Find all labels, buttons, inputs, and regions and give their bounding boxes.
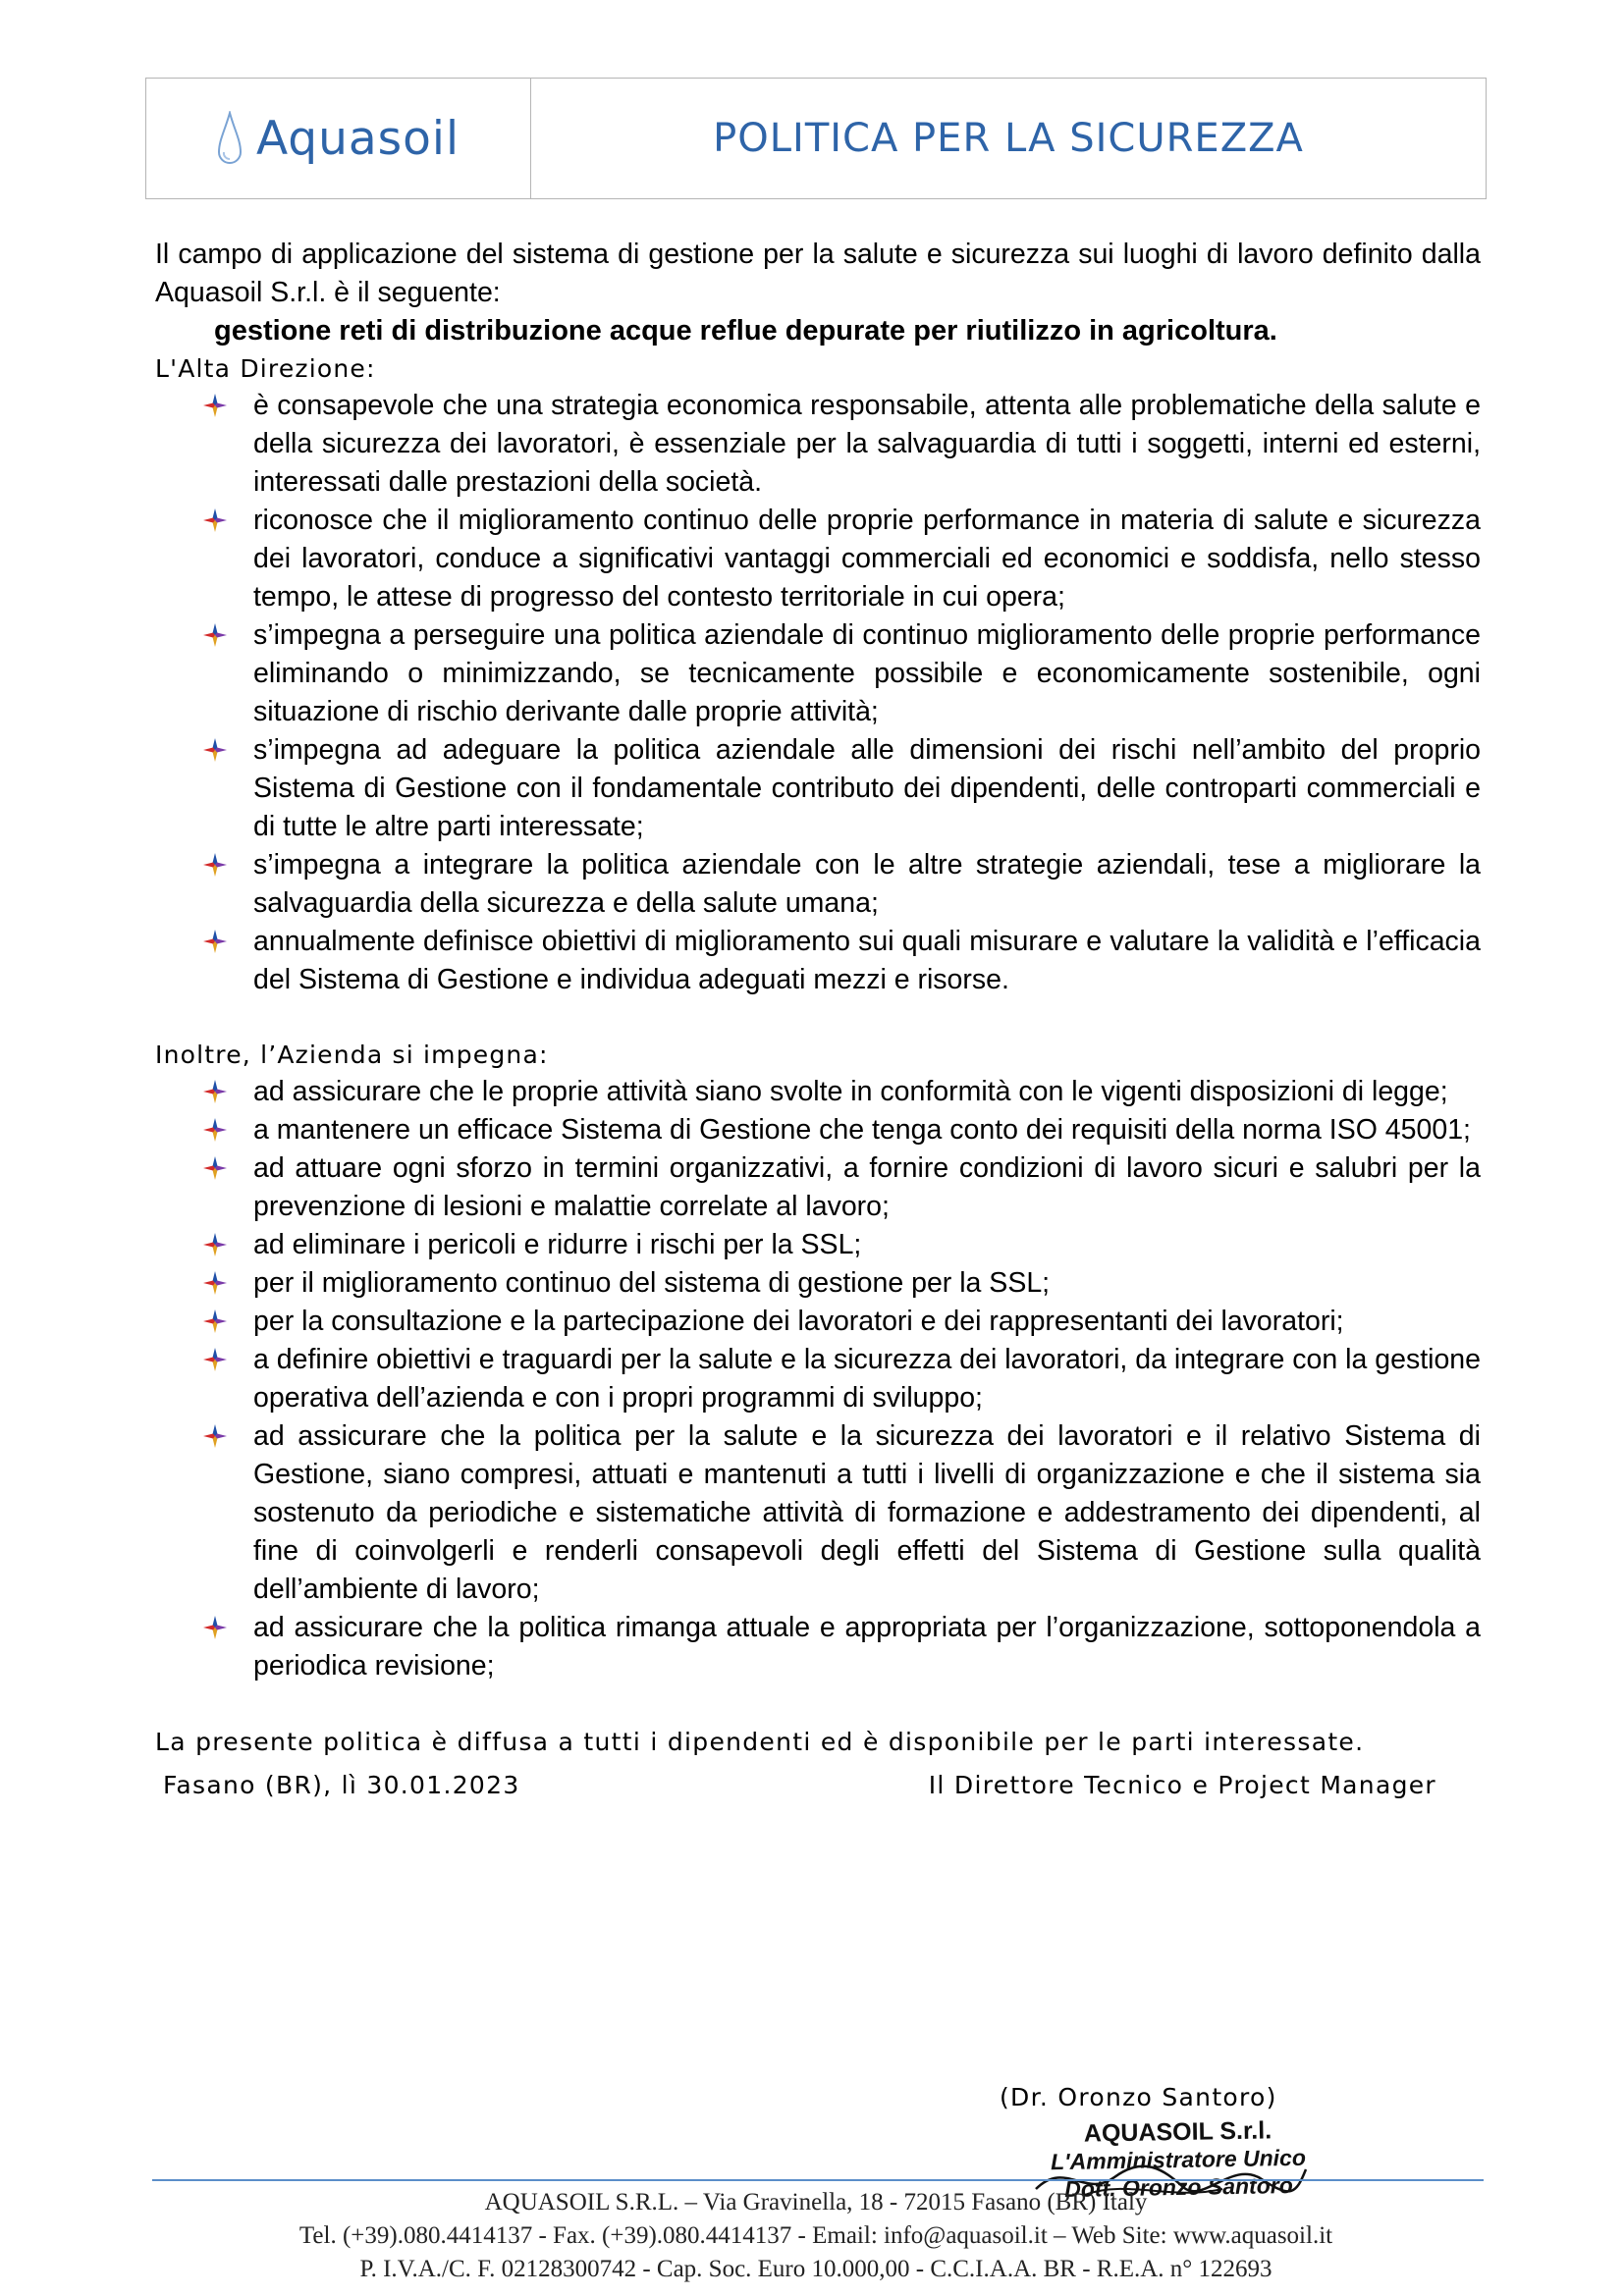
four-point-star-bullet-icon xyxy=(202,507,228,533)
four-point-star-bullet-icon xyxy=(202,1270,228,1296)
footer-registry: P. I.V.A./C. F. 02128300742 - Cap. Soc. Euro 10.000,00 - C.C.I.A.A. BR - R.E.A. n° 122693 xyxy=(359,2256,1272,2282)
list-item: è consapevole che una strategia economica responsabile, attenta alle problematiche della salute e della sicurezza dei lavoratori, è essenziale per la salvaguardia di tutti i soggetti, interni ed esterni, interessati dalle prestazioni della società. xyxy=(253,387,1481,502)
logo-text: Aquasoil xyxy=(255,111,460,166)
four-point-star-bullet-icon xyxy=(202,1615,228,1640)
list-item: ad assicurare che la politica rimanga attuale e appropriata per l’organizzazione, sottoponendola a periodica revisione; xyxy=(253,1609,1481,1685)
document-footer xyxy=(145,2186,1487,2286)
list-item: s’impegna a integrare la politica aziendale con le altre strategie aziendali, tese a migliorare la salvaguardia della sicurezza e della salute umana; xyxy=(253,846,1481,923)
four-point-star-bullet-icon xyxy=(202,1423,228,1449)
list-item: per il miglioramento continuo del sistema di gestione per la SSL; xyxy=(253,1264,1481,1303)
alta-direzione-list xyxy=(155,387,1481,999)
list-item: riconosce che il miglioramento continuo delle proprie performance in materia di salute e sicurezza dei lavoratori, conduce a significativi vantaggi commerciali ed economici e soddisfa, nello stesso tempo, le attese di progresso del contesto territoriale in cui opera; xyxy=(253,502,1481,616)
signer-role: Il Direttore Tecnico e Project Manager xyxy=(928,1771,1436,1799)
four-point-star-bullet-icon xyxy=(202,1117,228,1143)
signer-name: (Dr. Oronzo Santoro) xyxy=(1000,2083,1277,2111)
four-point-star-bullet-icon xyxy=(202,1308,228,1334)
logo-cell xyxy=(146,79,531,198)
intro-paragraph: Il campo di applicazione del sistema di gestione per la salute e sicurezza sui luoghi di lavoro definito dalla Aquasoil S.r.l. è il seguente: xyxy=(155,239,1481,308)
list-item: ad attuare ogni sforzo in termini organizzativi, a fornire condizioni di lavoro sicuri e salubri per la prevenzione di lesioni e malattie correlate al lavoro; xyxy=(253,1149,1481,1226)
footer-contacts: Tel. (+39).080.4414137 - Fax. (+39).080.4414137 - Email: info@aquasoil.it – Web Site: www.aquasoil.it xyxy=(298,2222,1333,2249)
azienda-heading: Inoltre, l’Azienda si impegna: xyxy=(155,1041,549,1069)
four-point-star-bullet-icon xyxy=(202,1079,228,1104)
four-point-star-bullet-icon xyxy=(202,1155,228,1181)
alta-direzione-heading: L'Alta Direzione: xyxy=(155,354,376,383)
list-item: per la consultazione e la partecipazione dei lavoratori e dei rappresentanti dei lavoratori; xyxy=(253,1303,1481,1341)
stamp-name: Dott. Oronzo Santoro xyxy=(1064,2171,1293,2203)
list-item: annualmente definisce obiettivi di miglioramento sui quali misurare e valutare la validità e l’efficacia del Sistema di Gestione e individua adeguati mezzi e risorse. xyxy=(253,923,1481,999)
list-item: ad assicurare che le proprie attività siano svolte in conformità con le vigenti disposizioni di legge; xyxy=(253,1073,1481,1111)
four-point-star-bullet-icon xyxy=(202,737,228,763)
water-drop-icon xyxy=(217,111,243,166)
scope-statement: gestione reti di distribuzione acque reflue depurate per riutilizzo in agricoltura. xyxy=(214,315,1277,347)
four-point-star-bullet-icon xyxy=(202,393,228,418)
four-point-star-bullet-icon xyxy=(202,929,228,954)
footer-divider xyxy=(152,2179,1484,2181)
page-title: POLITICA PER LA SICUREZZA xyxy=(713,116,1304,161)
footer-address: AQUASOIL S.R.L. – Via Gravinella, 18 - 72015 Fasano (BR) Italy xyxy=(484,2189,1148,2216)
list-item: ad eliminare i pericoli e ridurre i rischi per la SSL; xyxy=(253,1226,1481,1264)
four-point-star-bullet-icon xyxy=(202,622,228,648)
list-item: a mantenere un efficace Sistema di Gestione che tenga conto dei requisiti della norma ISO 45001; xyxy=(253,1111,1481,1149)
four-point-star-bullet-icon xyxy=(202,852,228,878)
list-item: s’impegna a perseguire una politica aziendale di continuo miglioramento delle proprie performance eliminando o minimizzando, se tecnicamente possibile e economicamente sostenibile, ogni situazione di rischio derivante dalle proprie attività; xyxy=(253,616,1481,731)
title-cell xyxy=(531,79,1486,198)
place-date: Fasano (BR), lì 30.01.2023 xyxy=(163,1771,520,1799)
closing-statement: La presente politica è diffusa a tutti i dipendenti ed è disponibile per le parti interessate. xyxy=(155,1728,1365,1756)
stamp-role: L'Amministratore Unico xyxy=(1050,2144,1307,2175)
azienda-list xyxy=(155,1073,1481,1685)
four-point-star-bullet-icon xyxy=(202,1347,228,1372)
stamp-company: AQUASOIL S.r.l. xyxy=(1083,2116,1272,2148)
list-item: s’impegna ad adeguare la politica aziendale alle dimensioni dei rischi nell’ambito del proprio Sistema di Gestione con il fondamentale contributo dei dipendenti, delle controparti commerciali e di tutte le altre parti interessate; xyxy=(253,731,1481,846)
list-item: a definire obiettivi e traguardi per la salute e la sicurezza dei lavoratori, da integrare con la gestione operativa dell’azienda e con i propri programmi di sviluppo; xyxy=(253,1341,1481,1417)
signature-row xyxy=(155,1764,1481,1807)
four-point-star-bullet-icon xyxy=(202,1232,228,1257)
list-item: ad assicurare che la politica per la salute e la sicurezza dei lavoratori e il relativo Sistema di Gestione, siano compresi, attuati e mantenuti a tutti i livelli di organizzazione e che il sistema sia sostenuto da periodiche e sistematiche attività di formazione e addestramento dei dipendenti, al fine di coinvolgerli e renderli consapevoli degli effetti del Sistema di Gestione sulla qualità dell’ambiente di lavoro; xyxy=(253,1417,1481,1609)
document-header xyxy=(145,78,1487,199)
document-body xyxy=(155,236,1481,1807)
